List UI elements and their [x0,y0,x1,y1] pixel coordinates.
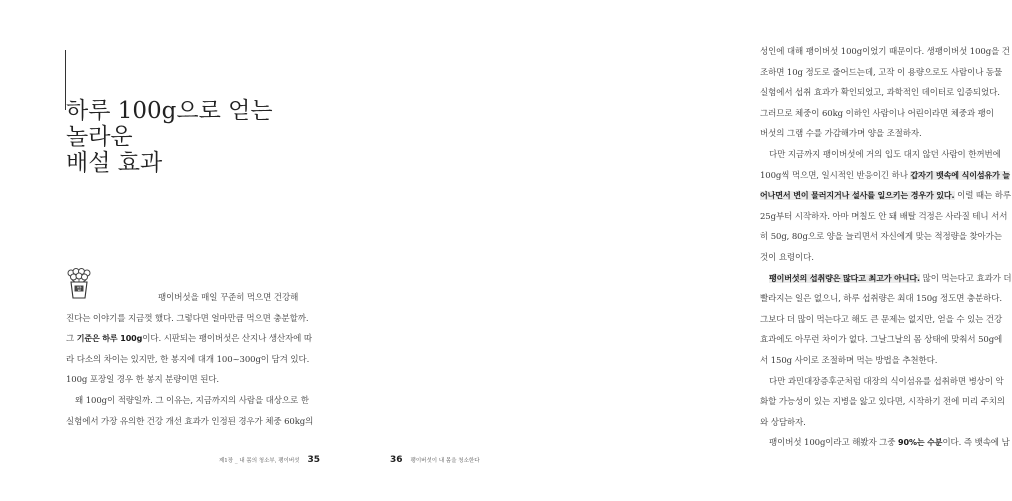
emphasis-text: 90%는 수분 [898,438,943,448]
right-page-number: 36 [390,455,403,465]
text-run: 것이 요령이다. [760,252,814,263]
text-run: 그 [66,334,77,345]
emphasis-text: 팽이버섯의 섭취량은 많다고 최고가 아니다. [769,273,920,283]
text-line [66,309,309,330]
text-run: 그보다 더 많이 먹는다고 해도 큰 문제는 없지만, 얻을 수 있는 건강 [760,314,1003,325]
text-run: 버섯의 그램 수를 가감해가며 양을 조절하자. [760,129,922,140]
emphasis-text: 기준은 하루 100g [76,334,143,344]
text-run: 이럴 때는 하루 [954,191,1011,202]
text-line [760,104,1000,125]
text-run: 실험에서 섭취 효과가 확인되었고, 과학적인 데이터로 입증되었다. [760,88,1000,99]
text-line [760,227,1000,248]
left-page [0,0,350,501]
text-run: 효과에도 아무런 차이가 없다. 그날그날의 몸 상태에 맞춰서 50g에 [760,335,1003,346]
text-run: 25g부터 시작하자. 아마 며칠도 안 돼 배탈 걱정은 사라질 테니 서서 [760,211,1008,222]
chapter-title-line-2: 놀라운 [66,124,133,150]
chapter-title-line-1: 하루 100g으로 얻는 [66,98,273,124]
text-run: 라 다소의 차이는 있지만, 한 봉지에 대개 100~300g이 담겨 있다. [66,354,310,365]
text-run: 성인에 대해 팽이버섯 100g이었기 때문이다. 생팽이버섯 100g을 건 [760,47,1010,57]
text-line [66,412,314,433]
text-run: 이다. 시판되는 팽이버섯은 산지나 생산자에 따 [142,334,312,345]
text-run: 팽이버섯 100g이라고 해봤자 그중 [769,438,899,449]
text-line [66,288,306,309]
text-run: 진다는 이야기를 지금껏 했다. 그렇다면 얼마만큼 먹으면 충분할까. [66,313,309,324]
text-run: 와 상담하자. [760,417,806,428]
text-line [760,83,1000,104]
text-line [760,372,1004,393]
text-run: 이다. 즉 뱃속에 남 [942,438,1010,449]
left-footer [219,455,320,465]
left-page-number: 35 [307,455,320,465]
text-line [760,145,1000,166]
text-line [760,289,1000,310]
text-run: 팽이버섯을 매일 꾸준히 먹으면 건강해 [158,293,299,303]
text-line [760,413,1000,434]
text-line [760,207,1008,228]
text-line [760,330,1003,351]
text-run: 그러므로 체중이 60kg 이하인 사람이나 어린이라면 체중과 팽이 [760,108,994,119]
emphasis-text: 갑자기 뱃속에 식이섬유가 늘 [910,170,1011,180]
text-line [66,370,306,391]
text-run: 다만 과민대장증후군처럼 대장의 식이섬유를 섭취하면 병상이 악 [769,376,1004,387]
text-run: 실험에서 가장 유의한 건강 개선 효과가 인정된 경우가 체중 60kg의 [66,416,314,427]
text-line [66,391,309,412]
text-run: 100g 포장일 경우 한 봉지 분량이면 된다. [66,375,220,386]
text-line [66,350,310,371]
left-body-text [66,288,314,432]
emphasis-text: 어나면서 변이 물러지거나 설사를 일으키는 경우가 있다. [760,191,955,201]
text-line [760,351,1000,372]
text-run: 서 150g 사이로 조절하며 먹는 방법을 추천한다. [760,355,938,366]
text-line [66,329,312,350]
text-run: 히 50g, 80g으로 양을 늘리면서 자신에게 맞는 적정량을 찾아가는 [760,232,1002,243]
right-running-head: 팽이버섯이 내 몸을 청소한다 [410,458,480,464]
pack-label: 쌀 [76,286,82,293]
text-line [760,392,1006,413]
text-line [760,42,1010,63]
text-run: 왜 100g이 적량일까. 그 이유는, 지금까지의 사람을 대상으로 한 [75,395,309,406]
chapter-title [66,98,326,176]
text-line [760,166,1011,187]
text-run: 조하면 10g 정도로 줄어드는데, 고작 이 용량으로도 사람이나 동물 [760,67,1003,78]
text-run: 많이 먹는다고 효과가 더 [919,273,1012,284]
right-page [350,0,1012,501]
text-run: 화할 가능성이 있는 지병을 앓고 있다면, 시작하기 전에 미리 주치의 [760,397,1006,408]
right-body-text [760,42,1012,454]
text-line [760,248,1000,269]
right-footer [390,455,480,465]
text-line [760,63,1003,84]
text-run: 100g씩 먹으면, 일시적인 반응이긴 하나 [760,170,911,181]
left-running-head: 제1장 _ 내 몸의 청소부, 팽이버섯 [218,458,300,464]
text-line [760,124,1000,145]
text-line [760,310,1003,331]
text-line [760,433,1010,454]
text-line [760,186,1011,207]
text-run: 빨라지는 일은 없으니, 하루 섭취량은 최대 150g 정도면 충분하다. [760,294,1002,305]
text-run: 다만 지금까지 팽이버섯에 거의 입도 대지 않던 사람이 한꺼번에 [769,149,1001,160]
chapter-title-line-3: 배설 효과 [66,150,163,176]
text-line [760,269,1012,290]
